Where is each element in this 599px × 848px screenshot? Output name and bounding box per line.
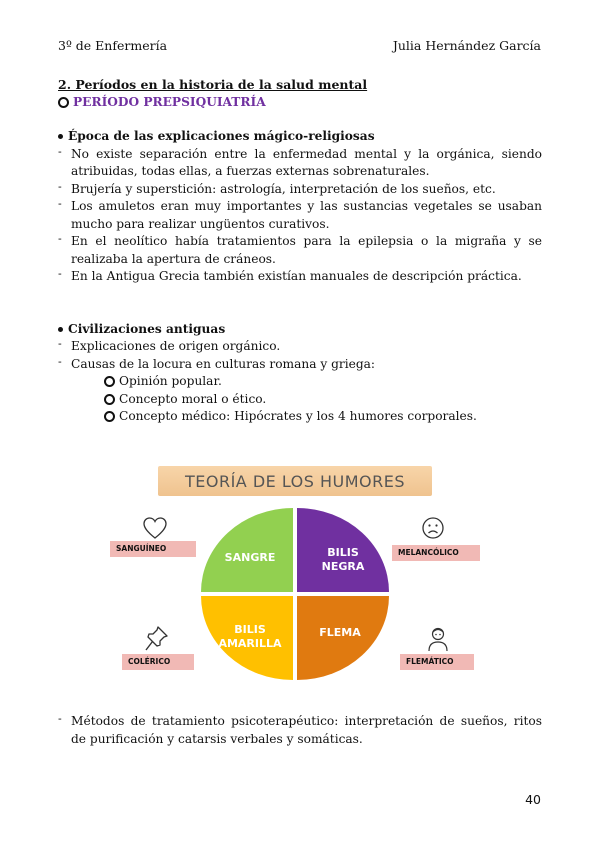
humors-figure [110,466,490,696]
sublist-item [104,373,542,391]
magic-list [58,146,542,286]
list-item: - Explicaciones de origen orgánico. [58,338,542,356]
sublist-item [104,391,542,409]
period-title [58,94,542,112]
list-item: - En el neolítico había tratamientos para la epilepsia o la migraña y se realizaba la apertura de cráneos. [58,233,542,268]
section-title: 2. Períodos en la historia de la salud mental [58,77,368,92]
list-item: - Causas de la locura en culturas romana y griega: [58,356,542,374]
list-item: - Los amuletos eran muy importantes y las sustancias vegetales se usaban mucho para realizar ungüentos curativos. [58,198,542,233]
magic-heading-text: Época de las explicaciones mágico-religiosas [68,129,375,143]
header-right: Julia Hernández García [392,38,541,53]
heart-icon [142,516,168,540]
ancient-heading [58,321,542,339]
melancolico-label: MELANCÓLICO [392,545,480,561]
list-item: - En la Antigua Grecia también existían manuales de descripción práctica. [58,268,542,286]
sublist-item [104,408,542,426]
sangre-label: SANGRE [224,551,276,564]
flema-label: FLEMA [319,626,361,639]
circle-bullet-icon [58,97,69,108]
sublist-item-text: Concepto moral o ético. [119,391,267,406]
main-content [58,76,542,426]
colerico-label: COLÉRICO [122,654,194,670]
ancient-sublist [58,373,542,426]
treatment-list [58,713,542,748]
pushpin-icon [144,624,170,652]
sad-face-icon [421,516,445,540]
sangre-quadrant [201,508,293,592]
humors-circle [200,508,390,680]
magic-heading [58,128,542,146]
flematico-label: FLEMÁTICO [400,654,474,670]
bullet-icon [58,134,63,139]
header-left: 3º de Enfermería [58,38,168,53]
ancient-heading-text: Civilizaciones antiguas [68,321,226,336]
ancient-list [58,338,542,373]
bullet-icon [58,327,63,332]
circle-bullet-icon [104,411,115,422]
sublist-item-text: Opinión popular. [119,374,222,388]
bilis-amarilla-label-1: BILIS [234,623,266,636]
list-item: - No existe separación entre la enfermedad mental y la orgánica, siendo atribuidas, todas ellas, a fuerzas externas sobrenaturales. [58,146,542,181]
figure-banner: TEORÍA DE LOS HUMORES [158,466,432,496]
sanguineo-label: SANGUÍNEO [110,541,196,557]
page-number: 40 [525,792,541,807]
period-title-text: PERÍODO PREPSIQUIATRÍA [73,94,266,109]
bilis-negra-label-1: BILIS [327,546,359,559]
list-item: - Métodos de tratamiento psicoterapéutico: interpretación de sueños, ritos de purificación y catarsis verbales y somáticas. [58,713,542,748]
bilis-negra-label-2: NEGRA [321,560,365,573]
circle-bullet-icon [104,394,115,405]
bilis-amarilla-label-2: AMARILLA [218,637,282,650]
person-icon [427,626,449,652]
list-item: - Brujería y superstición: astrología, interpretación de los sueños, etc. [58,181,542,199]
sublist-item-text: Concepto médico: Hipócrates y los 4 humores corporales. [119,409,477,423]
circle-bullet-icon [104,376,115,387]
bottom-content [58,713,542,748]
